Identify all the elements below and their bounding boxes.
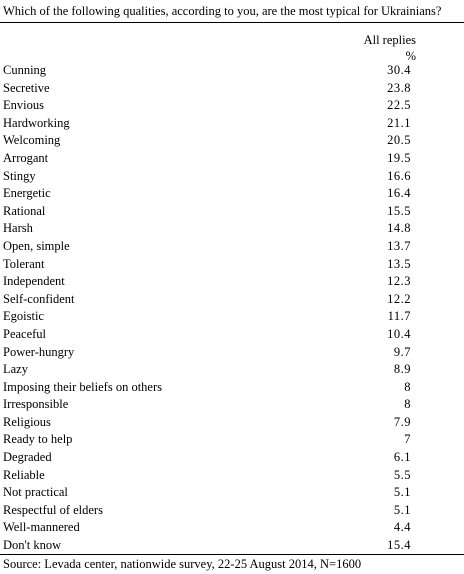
row-label: Independent	[3, 274, 65, 289]
row-value: 5.1	[393, 502, 411, 517]
row-label: Stingy	[3, 168, 36, 183]
row-label: Cunning	[3, 63, 47, 77]
row-label: Imposing their beliefs on others	[3, 379, 162, 394]
row-label: Arrogant	[3, 150, 49, 165]
row-value: 7	[404, 432, 411, 447]
table-row	[0, 344, 464, 362]
table-row	[0, 203, 464, 221]
table-row	[0, 291, 464, 309]
table-row	[0, 273, 464, 291]
row-value: 23.8	[387, 80, 411, 95]
table-row	[0, 132, 464, 150]
table-row	[0, 379, 464, 397]
table-row	[0, 62, 464, 80]
row-label: Respectful of elders	[3, 502, 103, 517]
row-label: Secretive	[3, 80, 50, 95]
table-row	[0, 467, 464, 485]
source-note: Source: Levada center, nationwide survey, 22-25 August 2014, N=1600	[3, 557, 362, 571]
row-value: 14.8	[387, 221, 411, 236]
row-value: 22.5	[387, 98, 411, 113]
row-label: Egoistic	[3, 309, 44, 324]
table-row	[0, 80, 464, 98]
table-row	[0, 484, 464, 502]
table-title: Which of the following qualities, according to you, are the most typical for Ukrainians?	[3, 4, 442, 18]
row-label: Energetic	[3, 186, 51, 201]
column-header-unit: %	[405, 49, 416, 63]
row-value: 8	[404, 397, 411, 412]
row-label: Welcoming	[3, 133, 61, 148]
row-value: 8	[404, 379, 411, 394]
row-value: 19.5	[387, 150, 411, 165]
table-row	[0, 502, 464, 520]
row-value: 4.4	[393, 520, 411, 535]
row-label: Not practical	[3, 485, 68, 500]
table-row	[0, 97, 464, 115]
row-label: Reliable	[3, 467, 45, 482]
table-row	[0, 361, 464, 379]
table-row	[0, 238, 464, 256]
row-value: 16.6	[387, 168, 411, 183]
row-value: 8.9	[393, 362, 411, 377]
row-value: 12.2	[387, 291, 411, 306]
table-row	[0, 449, 464, 467]
row-label: Tolerant	[3, 256, 45, 271]
row-value: 6.1	[393, 450, 411, 465]
row-label: Hardworking	[3, 115, 70, 130]
row-label: Ready to help	[3, 432, 73, 447]
table-row	[0, 150, 464, 168]
bottom-rule	[0, 554, 464, 555]
column-header-label: All replies	[363, 33, 416, 47]
row-value: 16.4	[387, 186, 411, 201]
row-value: 15.4	[387, 538, 411, 553]
row-value: 7.9	[393, 414, 411, 429]
row-value: 5.1	[393, 485, 411, 500]
row-label: Irresponsible	[3, 397, 69, 412]
table-row	[0, 326, 464, 344]
row-label: Lazy	[3, 362, 28, 377]
row-value: 10.4	[387, 326, 411, 341]
row-label: Harsh	[3, 221, 33, 236]
column-header	[296, 32, 416, 64]
row-value: 5.5	[393, 467, 411, 482]
table-row	[0, 308, 464, 326]
table-row	[0, 396, 464, 414]
row-value: 21.1	[387, 115, 411, 130]
row-label: Rational	[3, 203, 46, 218]
row-value: 13.7	[387, 238, 411, 253]
row-value: 12.3	[387, 274, 411, 289]
table-row	[0, 431, 464, 449]
table-row	[0, 115, 464, 133]
row-value: 20.5	[387, 133, 411, 148]
row-label: Power-hungry	[3, 344, 75, 359]
row-label: Envious	[3, 98, 44, 113]
row-value: 15.5	[387, 203, 411, 218]
row-label: Don't know	[3, 538, 62, 553]
top-rule	[0, 22, 464, 23]
row-label: Open, simple	[3, 238, 70, 253]
table-row	[0, 519, 464, 537]
row-value: 30.4	[387, 63, 411, 77]
row-value: 13.5	[387, 256, 411, 271]
row-value: 11.7	[387, 309, 411, 324]
row-label: Degraded	[3, 450, 52, 465]
row-label: Religious	[3, 414, 51, 429]
row-label: Well-mannered	[3, 520, 80, 535]
table-row	[0, 256, 464, 274]
table-row	[0, 220, 464, 238]
row-label: Self-confident	[3, 291, 75, 306]
row-label: Peaceful	[3, 326, 47, 341]
table-row	[0, 414, 464, 432]
table-row	[0, 185, 464, 203]
table-row	[0, 537, 464, 555]
row-value: 9.7	[393, 344, 411, 359]
table-body	[0, 62, 464, 555]
table-row	[0, 168, 464, 186]
